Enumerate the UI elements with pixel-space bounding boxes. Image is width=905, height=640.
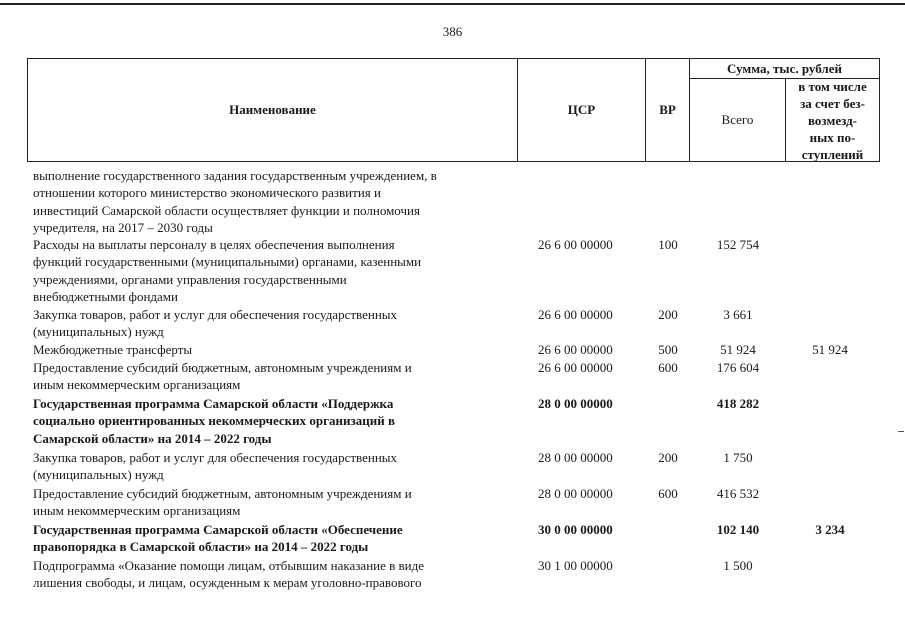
row-name-line: (муниципальных) нужд bbox=[33, 324, 164, 340]
row-name bbox=[33, 521, 513, 556]
row-name-line: Расходы на выплаты персоналу в целях обеспечения выполнения bbox=[33, 237, 395, 252]
page-number: 386 bbox=[442, 24, 463, 39]
row-name bbox=[33, 236, 513, 306]
row-name-line: Государственная программа Самарской области «Поддержка bbox=[33, 396, 394, 411]
header-free-line: в том числе bbox=[798, 78, 867, 94]
row-name-line: функций государственными (муниципальными) органами, казенными bbox=[33, 254, 422, 270]
row-csr: 28 0 00 00000 bbox=[538, 396, 613, 411]
row-total: 102 140 bbox=[716, 522, 760, 537]
row-name-line: учредителя, на 2017 – 2030 годы bbox=[33, 220, 213, 236]
row-name-line: Предоставление субсидий бюджетным, автономным учреждениям и bbox=[33, 486, 412, 501]
header-csr: ЦСР bbox=[567, 102, 596, 117]
row-name-line: Предоставление субсидий бюджетным, автономным учреждениям и bbox=[33, 360, 412, 375]
row-csr: 26 6 00 00000 bbox=[538, 342, 613, 357]
row-csr: 30 1 00 00000 bbox=[538, 558, 613, 573]
row-name-line: правопорядка в Самарской области» на 2014 – 2022 годы bbox=[33, 539, 369, 555]
row-name-line: Межбюджетные трансферты bbox=[33, 342, 193, 357]
header-total: Всего bbox=[721, 112, 754, 127]
row-csr: 28 0 00 00000 bbox=[538, 450, 613, 465]
header-free-line: ных по- bbox=[809, 129, 856, 145]
row-total: 1 750 bbox=[723, 450, 753, 465]
row-vr: 600 bbox=[658, 360, 678, 375]
row-total: 1 500 bbox=[723, 558, 753, 573]
row-name-line: Закупка товаров, работ и услуг для обеспечения государственных bbox=[33, 450, 398, 465]
row-name-line: учреждениями, органами управления государственными bbox=[33, 271, 347, 287]
row-csr: 26 6 00 00000 bbox=[538, 307, 613, 322]
row-csr: 30 0 00 00000 bbox=[538, 522, 613, 537]
header-sum: Сумма, тыс. рублей bbox=[727, 60, 842, 76]
row-name-line: лишения свободы, и лицам, осужденным к мерам уголовно-правового bbox=[33, 575, 422, 591]
header-free-line: ступлений bbox=[801, 146, 864, 162]
row-name-line: внебюджетными фондами bbox=[33, 289, 178, 305]
page-top-border bbox=[0, 3, 905, 5]
header-vr: ВР bbox=[659, 102, 676, 117]
header-name: Наименование bbox=[229, 102, 316, 117]
row-name bbox=[33, 557, 513, 592]
row-name bbox=[33, 306, 513, 341]
row-name bbox=[33, 359, 513, 394]
row-total: 416 532 bbox=[716, 486, 760, 501]
row-csr: 26 6 00 00000 bbox=[538, 360, 613, 375]
row-csr: 28 0 00 00000 bbox=[538, 486, 613, 501]
row-name-line: иным некоммерческим организациям bbox=[33, 377, 241, 393]
row-name bbox=[33, 341, 513, 358]
row-total: 418 282 bbox=[716, 396, 760, 411]
row-total: 152 754 bbox=[716, 237, 760, 252]
row-name-line: Закупка товаров, работ и услуг для обеспечения государственных bbox=[33, 307, 398, 322]
row-name-line: социально ориентированных некоммерческих организаций в bbox=[33, 413, 395, 429]
header-bottom-border bbox=[27, 161, 880, 162]
row-vr: 600 bbox=[658, 486, 678, 501]
row-free-receipts: 51 924 bbox=[812, 342, 848, 357]
row-name-line: инвестиций Самарской области осуществляет функции и полномочия bbox=[33, 202, 420, 218]
row-total: 3 661 bbox=[723, 307, 753, 322]
header-free-line: возмезд- bbox=[808, 112, 857, 128]
header-free-receipts bbox=[786, 79, 879, 161]
row-vr: 500 bbox=[658, 342, 678, 357]
scan-mark bbox=[898, 431, 904, 432]
row-vr: 200 bbox=[658, 307, 678, 322]
row-vr: 200 bbox=[658, 450, 678, 465]
row-name bbox=[33, 395, 513, 447]
row-vr: 100 bbox=[658, 237, 678, 252]
row-name-line: Самарской области» на 2014 – 2022 годы bbox=[33, 430, 272, 446]
row-name-line: (муниципальных) нужд bbox=[33, 467, 164, 483]
row-free-receipts: 3 234 bbox=[815, 522, 845, 537]
row-name bbox=[33, 449, 513, 484]
row-name-line: выполнение государственного задания государственным учреждением, в bbox=[33, 168, 437, 183]
row-name bbox=[33, 167, 513, 237]
header-free-line: за счет без- bbox=[800, 95, 865, 111]
row-csr: 26 6 00 00000 bbox=[538, 237, 613, 252]
row-name-line: Подпрограмма «Оказание помощи лицам, отбывшим наказание в виде bbox=[33, 558, 425, 573]
row-name-line: иным некоммерческим организациям bbox=[33, 503, 241, 519]
row-name-line: Государственная программа Самарской области «Обеспечение bbox=[33, 522, 403, 537]
header-right-border bbox=[879, 58, 880, 162]
row-total: 51 924 bbox=[720, 342, 756, 357]
row-name-line: отношении которого министерство экономического развития и bbox=[33, 185, 381, 201]
row-total: 176 604 bbox=[716, 360, 760, 375]
row-name bbox=[33, 485, 513, 520]
